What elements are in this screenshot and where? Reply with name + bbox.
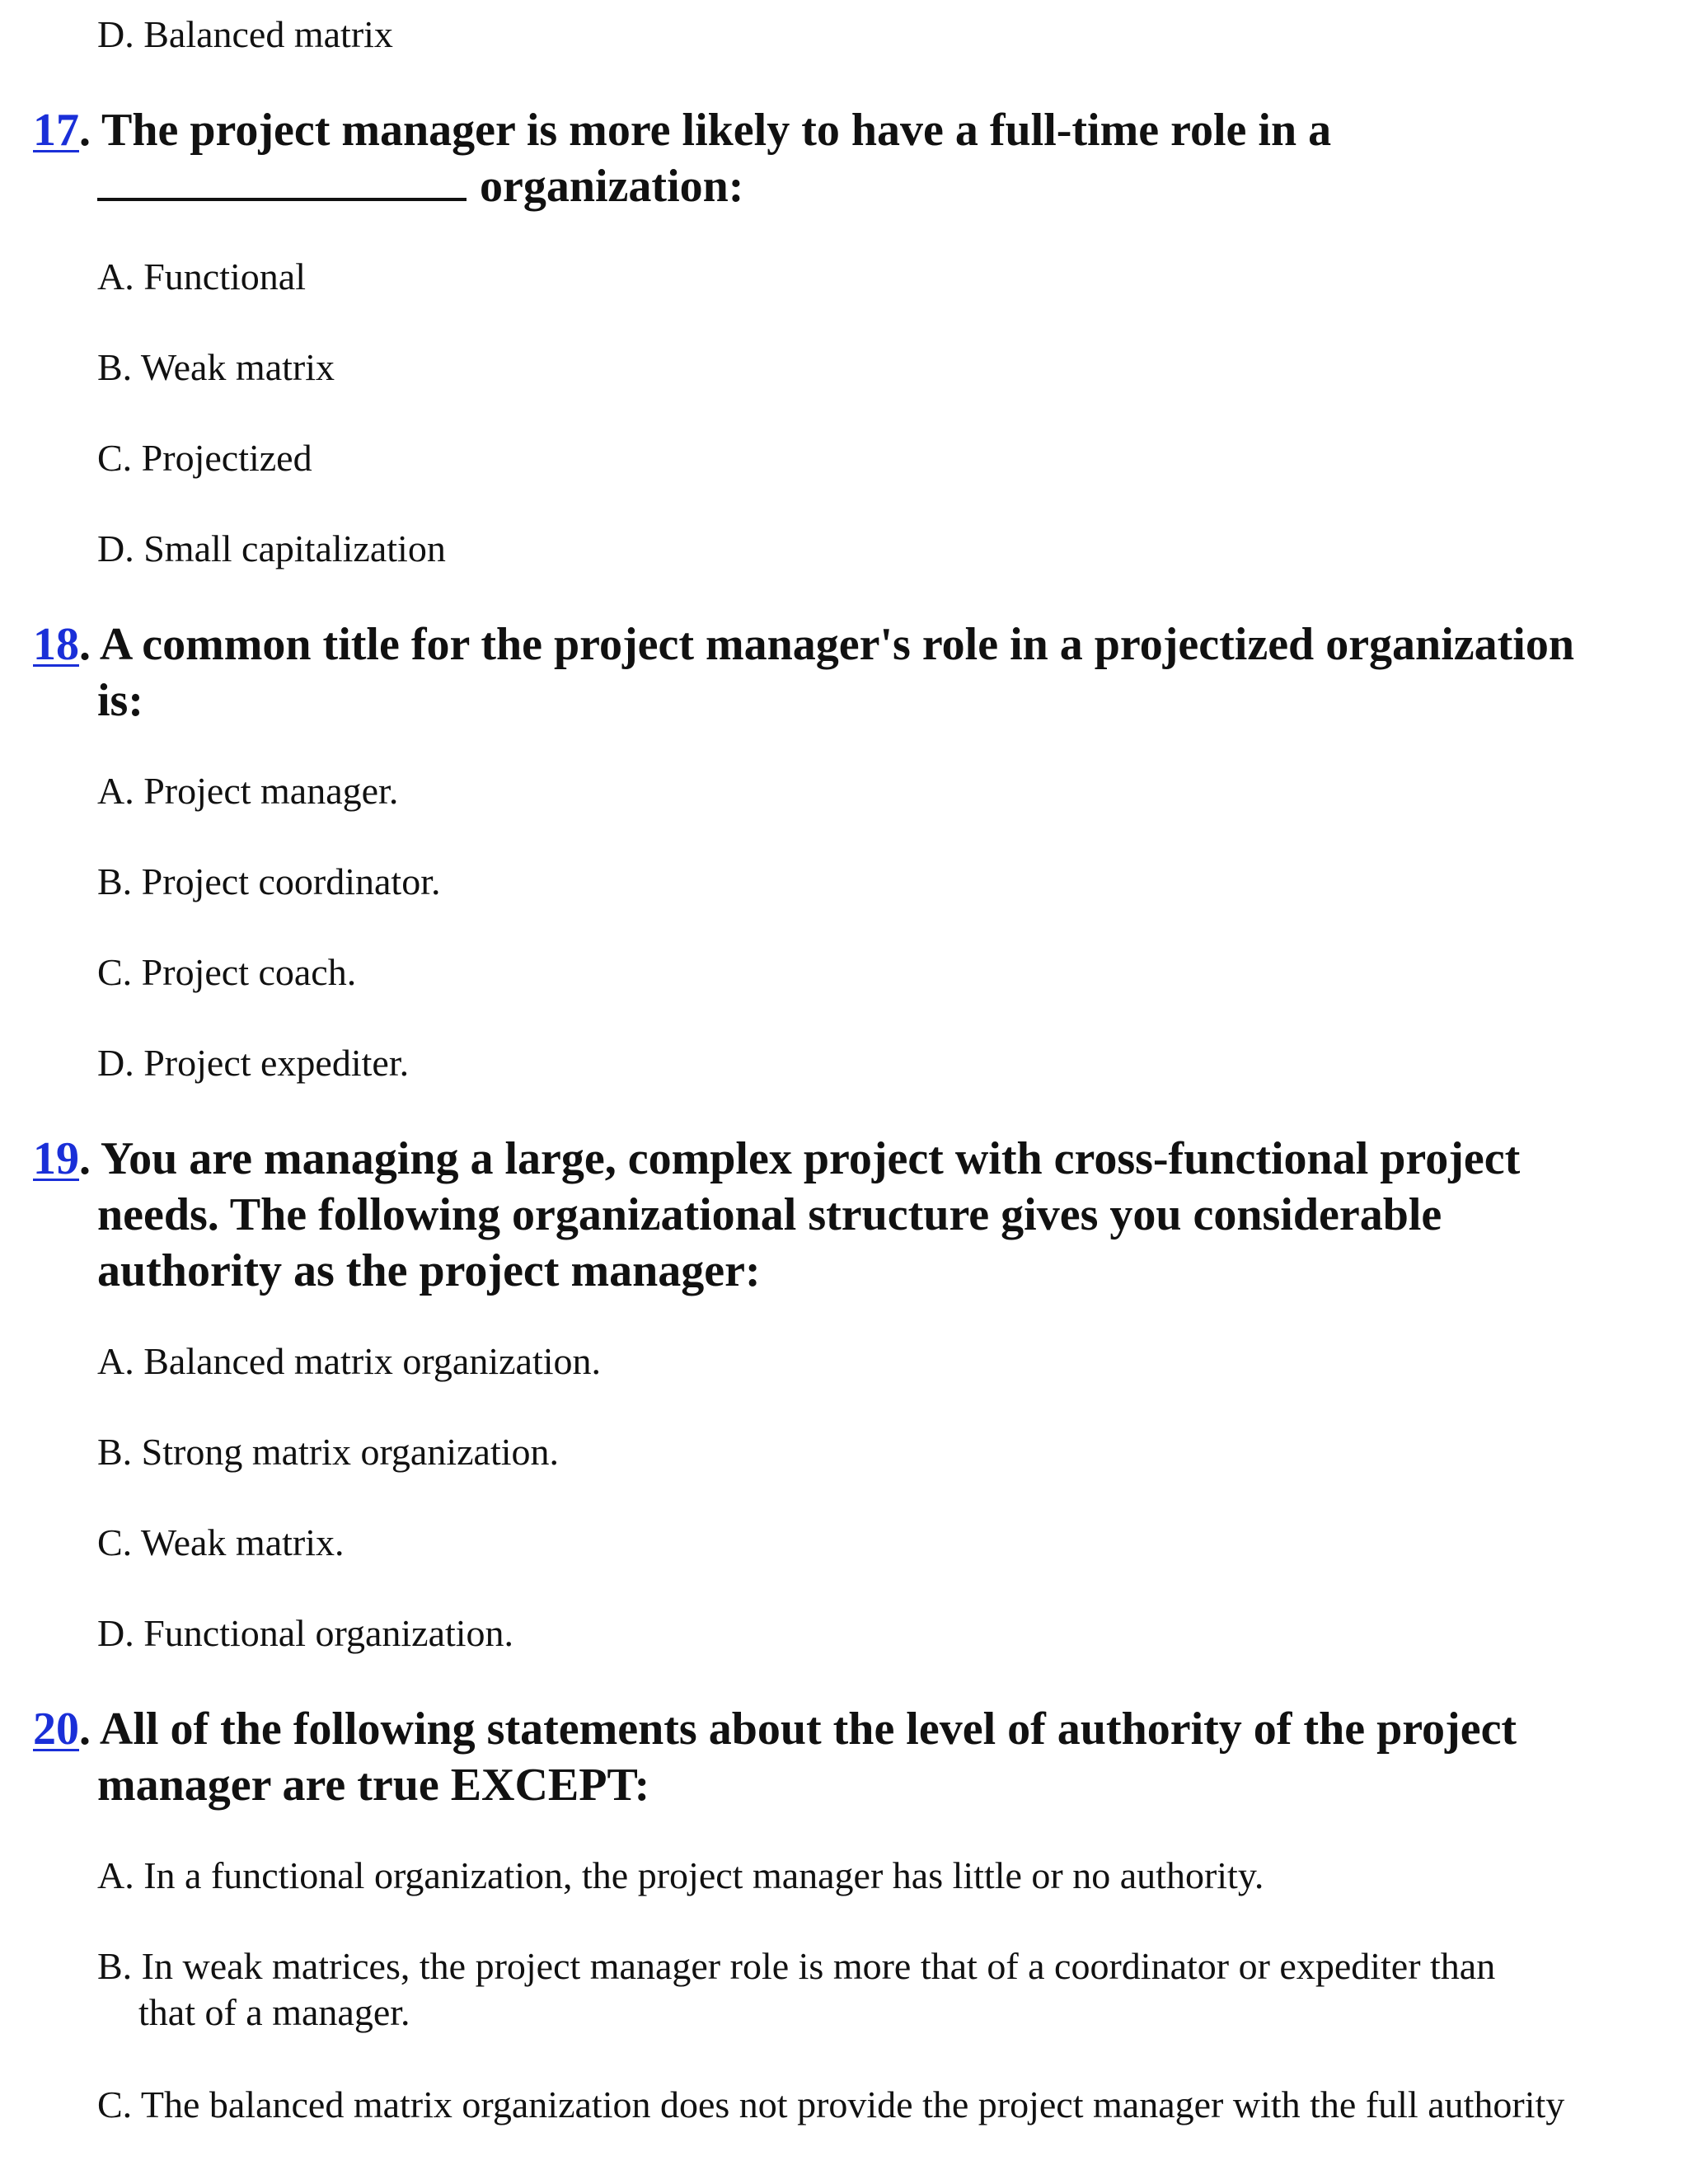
question-19-text-line3: authority as the project manager: (97, 1245, 761, 1296)
question-18 (33, 616, 1574, 729)
question-17-text-line1: . The project manager is more likely to have a full-time role in a (79, 105, 1332, 156)
question-17-option-d: D. Small capitalization (97, 527, 446, 569)
question-20-text-line2: manager are true EXCEPT: (97, 1760, 650, 1811)
question-18-option-d: D. Project expediter. (97, 1042, 410, 1084)
fill-in-blank (97, 162, 467, 201)
question-20-option-c: C. The balanced matrix organization does not provide the project manager with the full authority (97, 2083, 1565, 2125)
question-19-link[interactable]: 19 (33, 1133, 79, 1184)
question-20-option-a: A. In a functional organization, the project manager has little or no authority. (97, 1854, 1264, 1896)
question-19-text-line2: needs. The following organizational structure gives you considerable (97, 1189, 1442, 1240)
question-19-option-b: B. Strong matrix organization. (97, 1431, 560, 1473)
question-19-text-line1: . You are managing a large, complex project with cross-functional project (79, 1133, 1521, 1184)
question-18-option-b: B. Project coordinator. (97, 860, 441, 902)
question-17-option-a: A. Functional (97, 255, 306, 298)
question-18-link[interactable]: 18 (33, 619, 79, 670)
question-17-option-c: C. Projectized (97, 437, 312, 479)
question-18-text-line1: . A common title for the project manager's role in a projectized organization (79, 619, 1574, 670)
question-20-link[interactable]: 20 (33, 1704, 79, 1755)
question-18-text-line2: is: (97, 675, 143, 726)
question-18-option-a: A. Project manager. (97, 770, 399, 812)
question-20-text-line1: . All of the following statements about the level of authority of the project (79, 1704, 1517, 1755)
question-20-option-b (97, 1943, 1495, 2036)
question-17 (33, 102, 1331, 214)
question-18-option-c: C. Project coach. (97, 951, 357, 993)
question-19-option-c: C. Weak matrix. (97, 1521, 345, 1563)
question-17-text-line2: organization: (33, 158, 1331, 214)
question-17-link[interactable]: 17 (33, 105, 79, 156)
question-20-option-b-line2: that of a manager. (138, 1991, 410, 2033)
question-20 (33, 1701, 1517, 1813)
question-20-option-b-line1: B. In weak matrices, the project manager role is more that of a coordinator or expediter than (97, 1945, 1496, 1987)
question-17-option-b: B. Weak matrix (97, 346, 335, 388)
question-19-option-a: A. Balanced matrix organization. (97, 1340, 602, 1382)
option-d-prev: D. Balanced matrix (97, 13, 393, 55)
question-19-option-d: D. Functional organization. (97, 1612, 514, 1654)
question-19 (33, 1131, 1520, 1299)
